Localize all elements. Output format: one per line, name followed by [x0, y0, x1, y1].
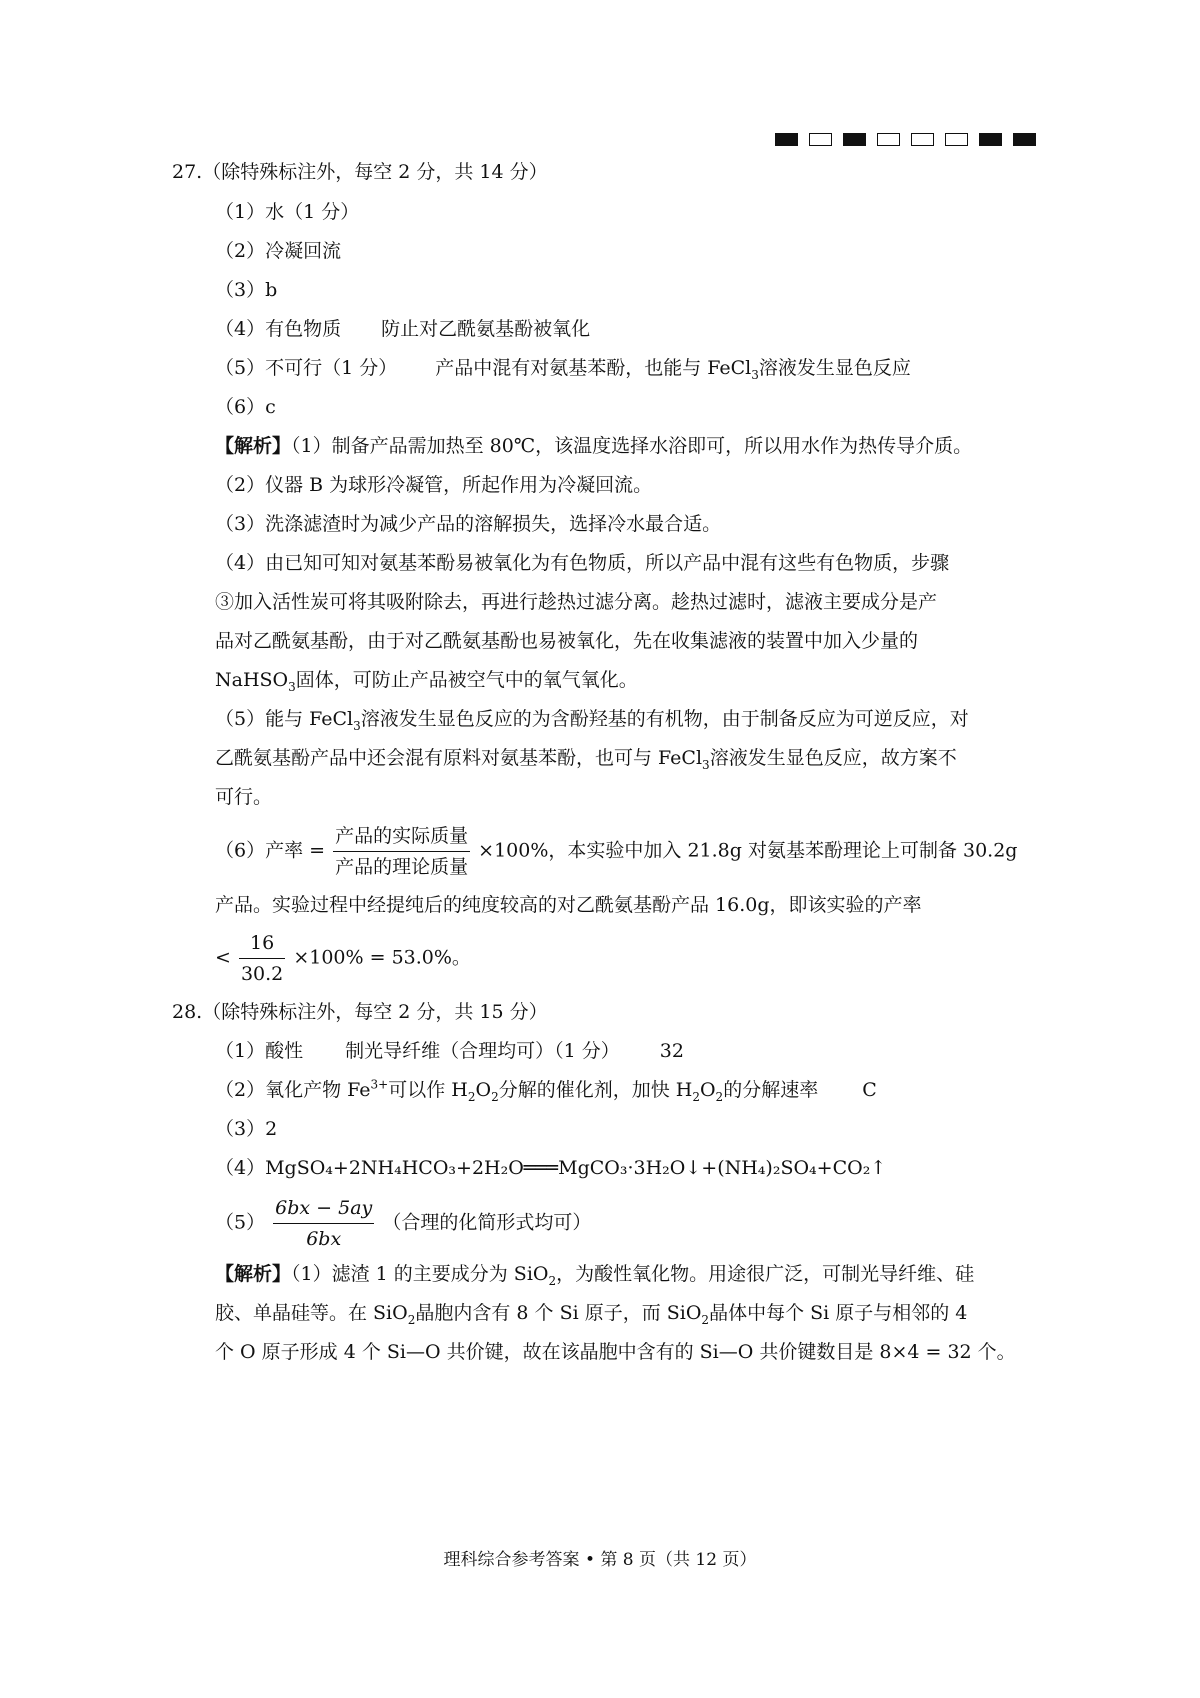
q27-analysis-5b — [215, 746, 957, 770]
empty-square-mark — [911, 133, 934, 146]
analysis-text: 胶、单晶硅等。在 SiO — [215, 1302, 408, 1324]
filled-square-mark — [843, 133, 866, 146]
subscript: 3 — [751, 367, 759, 382]
analysis-text: ，为酸性氧化物。用途很广泛，可制光导纤维、硅 — [556, 1263, 975, 1285]
q27-analysis-5c: 可行。 — [215, 786, 273, 808]
answer-text: C — [862, 1079, 877, 1101]
analysis-text: 溶液发生显色反应，故方案不 — [709, 747, 957, 769]
yield-fraction — [333, 823, 470, 880]
answer-text: （5） — [215, 1211, 266, 1234]
q28-answer-2: （2）氧化产物 $Fe^{3+}$可以作 $H_2O_2$分解的催化剂，加快 $H_2O_2$的分解速率 C — [215, 1077, 877, 1104]
q28-analysis-3: 个 O 原子形成 4 个 Si—O 共价键，故在该晶胞中含有的 Si—O 共价键数目是 8×4 = 32 个。 — [215, 1341, 1016, 1363]
subscript: 2 — [701, 1312, 710, 1327]
filled-square-mark — [1013, 133, 1036, 146]
q27-analysis-5a — [215, 707, 969, 731]
analysis-text: （5）能与 FeCl — [215, 708, 354, 730]
answer-text: 分解的催化剂，加快 H — [498, 1079, 693, 1101]
page-footer: 理科综合参考答案 • 第 8 页（共 12 页） — [443, 1550, 757, 1570]
q27-header: 27.（除特殊标注外，每空 2 分，共 14 分） — [172, 161, 548, 183]
q27-analysis-4b: ③加入活性炭可将其吸附除去，再进行趁热过滤分离。趁热过滤时，滤液主要成分是产 — [215, 591, 938, 613]
subscript: 3 — [288, 679, 296, 694]
analysis-tag: 【解析】 — [215, 1263, 292, 1285]
empty-square-mark — [945, 133, 968, 146]
empty-square-mark — [809, 133, 832, 146]
header-marks — [775, 133, 1036, 146]
q27-answer-5 — [215, 356, 911, 380]
subscript: 3 — [353, 718, 361, 733]
answer-text: 可以作 H — [388, 1079, 468, 1101]
answer-text: （合理的化简形式均可） — [382, 1211, 592, 1234]
answer-text: 的分解速率 — [723, 1079, 819, 1101]
q27-answer-4 — [215, 317, 590, 341]
analysis-tag: 【解析】 — [215, 435, 292, 457]
fraction-denominator: 30.2 — [240, 963, 284, 985]
q28-header: 28.（除特殊标注外，每空 2 分，共 15 分） — [172, 1001, 548, 1023]
answer-text: 32 — [659, 1040, 684, 1062]
q28-answer-5 — [215, 1195, 591, 1252]
analysis-text: 晶胞内含有 8 个 Si 原子，而 SiO — [415, 1302, 702, 1324]
yield-calc-fraction — [239, 930, 285, 987]
subscript: 2 — [491, 1089, 499, 1104]
q27-analysis-4c: 品对乙酰氨基酚，由于对乙酰氨基酚也易被氧化，先在收集滤液的装置中加入少量的 — [215, 630, 919, 652]
analysis-text: ×100% = 53.0%。 — [293, 946, 471, 969]
subscript: 2 — [548, 1273, 557, 1288]
q28-analysis-2 — [215, 1301, 967, 1325]
fraction-numerator: 6bx − 5ay — [273, 1195, 374, 1224]
q28-answer-1 — [215, 1039, 684, 1063]
q27-analysis-4a: （4）由已知可知对氨基苯酚易被氧化为有色物质，所以产品中混有这些有色物质，步骤 — [215, 552, 950, 574]
q27-answer-2: （2）冷凝回流 — [215, 240, 342, 262]
q27-analysis-4d — [215, 668, 638, 692]
q27-a5-part2: 产品中混有对氨基苯酚，也能与 FeCl — [435, 357, 752, 379]
filled-square-mark — [775, 133, 798, 146]
q27-analysis-6c — [215, 930, 471, 987]
answer-text: （2）氧化产物 Fe — [215, 1079, 371, 1101]
analysis-text: 固体，可防止产品被空气中的氧气氧化。 — [295, 669, 638, 691]
q27-a5-part3: 溶液发生显色反应 — [758, 357, 911, 379]
fraction-denominator: 产品的理论质量 — [335, 856, 469, 878]
fraction-numerator: 产品的实际质量 — [333, 823, 470, 852]
subscript: 2 — [467, 1089, 476, 1104]
answer-fraction — [273, 1195, 374, 1252]
yield-label: （6）产率 = — [215, 839, 326, 862]
analysis-text: 晶体中每个 Si 原子与相邻的 4 — [709, 1302, 968, 1324]
subscript: 2 — [715, 1089, 724, 1104]
analysis-text: （1）制备产品需加热至 80℃，该温度选择水浴即可，所以用水作为热传导介质。 — [291, 435, 973, 457]
q28-answer-3: （3）2 — [215, 1118, 278, 1140]
q27-analysis-2: （2）仪器 B 为球形冷凝管，所起作用为冷凝回流。 — [215, 474, 653, 496]
q27-a4-part1: （4）有色物质 — [215, 318, 342, 340]
filled-square-mark — [979, 133, 1002, 146]
analysis-text: （1）滤渣 1 的主要成分为 SiO — [291, 1263, 549, 1285]
q27-a4-part2: 防止对乙酰氨基酚被氧化 — [381, 318, 591, 340]
fraction-denominator: 6bx — [306, 1228, 342, 1250]
q27-analysis-1 — [215, 434, 972, 458]
q28-answer-4: （4）MgSO₄+2NH₄HCO₃+2H₂O═══MgCO₃·3H₂O↓+(NH₄)₂SO₄+CO₂↑ — [215, 1157, 887, 1179]
q27-a5-part1: （5）不可行（1 分） — [215, 357, 398, 379]
q27-answer-6: （6）c — [215, 396, 276, 418]
analysis-text: 乙酰氨基酚产品中还会混有原料对氨基苯酚，也可与 FeCl — [215, 747, 703, 769]
q28-analysis-1 — [215, 1262, 974, 1286]
superscript: 3+ — [370, 1077, 389, 1092]
empty-square-mark — [877, 133, 900, 146]
analysis-text: ×100%，本实验中加入 21.8g 对氨基苯酚理论上可制备 30.2g — [478, 839, 1018, 862]
answer-text: 制光导纤维（合理均可）（1 分） — [345, 1040, 620, 1062]
q27-analysis-6b: 产品。实验过程中经提纯后的纯度较高的对乙酰氨基酚产品 16.0g，即该实验的产率 — [215, 894, 922, 916]
subscript: 2 — [692, 1089, 700, 1104]
q27-analysis-6a — [215, 823, 1017, 880]
fraction-numerator: 16 — [239, 930, 285, 959]
answer-text: （1）酸性 — [215, 1040, 304, 1062]
subscript: 2 — [407, 1312, 416, 1327]
subscript: 3 — [702, 757, 710, 772]
q27-answer-1: （1）水（1 分） — [215, 201, 360, 223]
less-than: < — [215, 946, 231, 969]
analysis-text: 溶液发生显色反应的为含酚羟基的有机物，由于制备反应为可逆反应，对 — [360, 708, 969, 730]
q27-answer-3: （3）b — [215, 279, 278, 301]
formula: NaHSO — [215, 669, 289, 691]
q27-analysis-3: （3）洗涤滤渣时为减少产品的溶解损失，选择冷水最合适。 — [215, 513, 722, 535]
